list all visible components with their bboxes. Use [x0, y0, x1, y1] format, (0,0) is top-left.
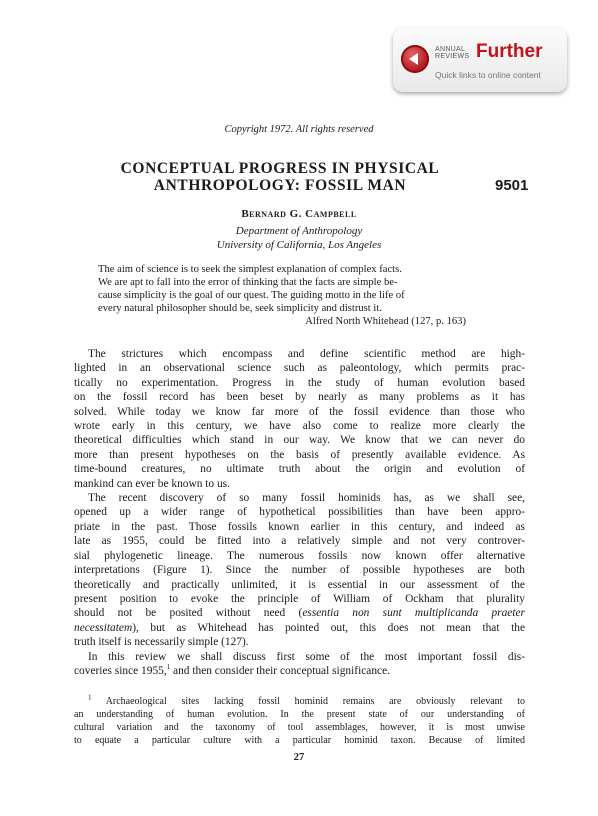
paragraph-2 [74, 491, 525, 649]
text-line: priate in the past. Those fossils known earlier in this century, and indeed as [74, 520, 525, 533]
footnote [74, 695, 525, 747]
title-line-2: ANTHROPOLOGY: FOSSIL MAN [153, 177, 407, 194]
text-line: late as 1955, could be fitted into a relatively simple and not very controver- [74, 535, 525, 548]
paragraph-1 [74, 347, 525, 491]
latin-phrase: essentia non sunt multiplicanda praeter [302, 607, 525, 620]
footnote-line: an understanding of human evolution. In the present state of our understanding of [74, 709, 525, 720]
text-line: mankind can ever be known to us. [74, 477, 230, 490]
text-run: Archaeological sites lacking fossil hominid remains are obviously relevant to [91, 696, 525, 707]
text-line: In this review we shall discuss first some of the most important fossil dis- [88, 650, 525, 663]
text-line: The recent discovery of so many fossil hominids has, as we shall see, [88, 492, 525, 505]
text-line: sial phylogenetic lineage. The numerous fossils now known offer alternative [74, 549, 525, 562]
university: University of California, Los Angeles [216, 239, 382, 251]
author-name: Bernard G. Campbell [241, 208, 357, 220]
epigraph-line: The aim of science is to seek the simplest explanation of complex facts. [98, 264, 402, 275]
latin-phrase: necessitatem [74, 621, 133, 634]
text-line: solved. While today we know far more of the fossil evidence than those who [74, 405, 525, 418]
text-line: theoretical difficulties which stand in our way. We know that we can never do [74, 434, 525, 447]
text-line: theoretically and practically unlimited, it is essential in our assessment of the [74, 578, 525, 591]
department: Department of Anthropology [235, 225, 363, 237]
text-line [74, 621, 525, 635]
footnote-line: to equate a particular culture with a particular hominid taxon. Because of limited [74, 735, 525, 746]
epigraph-attribution: Alfred North Whitehead (127, p. 163) [305, 316, 466, 327]
text-line [74, 606, 525, 620]
text-line: wrote early in this century, we have also come to realize more clearly the [74, 420, 525, 433]
text-run: should not be posited without need ( [74, 607, 303, 620]
badge-subtitle: Quick links to online content [435, 70, 541, 80]
article-title [60, 160, 500, 194]
text-run: ), but as Whitehead has pointed out, this does not mean that the [132, 621, 525, 634]
further-badge[interactable] [393, 28, 567, 92]
text-run: coveries since 1955, [74, 664, 167, 677]
article-code: 9501 [495, 177, 529, 194]
text-line [74, 664, 525, 678]
footnote-line [74, 695, 525, 708]
text-line: time-bound creatures, no ultimate truth about the origin and evolution of [74, 463, 525, 476]
badge-annual-reviews [435, 46, 475, 60]
footnote-line: cultural variation and the taxonomy of tool assemblages, however, it is most unwise [74, 722, 525, 733]
title-line-1: CONCEPTUAL PROGRESS IN PHYSICAL [120, 160, 440, 177]
epigraph [98, 263, 470, 328]
page-number: 27 [293, 752, 305, 763]
badge-annual: ANNUAL [435, 46, 466, 53]
text-line: interpretations (Figure 1). Since the number of possible hypotheses are both [74, 564, 525, 577]
text-line: opened up a wider range of hypothetical possibilities than have been appro- [74, 506, 525, 519]
play-arrow-icon [401, 45, 429, 73]
text-line: truth itself is necessarily simple (127). [74, 636, 249, 649]
epigraph-line: We are apt to fall into the error of thinking that the facts are simple be- [98, 277, 398, 288]
footnote-marker: 1 [88, 693, 92, 702]
epigraph-line: every natural philosopher should be, seek simplicity and distrust it. [98, 303, 382, 314]
badge-title: Further [476, 41, 543, 62]
footnote-ref[interactable]: 1 [166, 663, 171, 672]
text-line: tically no experimentation. Progress in the study of human evolution based [74, 376, 525, 389]
text-line: present position to evoke the principle of William of Ockham that plurality [74, 592, 525, 605]
copyright-notice: Copyright 1972. All rights reserved [224, 124, 374, 135]
text-line: on the fossil record has been beset by nearly as many problems as it has [74, 391, 525, 404]
text-line: The strictures which encompass and define scientific method are high- [88, 348, 525, 360]
body-text [74, 347, 525, 678]
text-line: lighted in an observational science such as paleontology, which permits prac- [74, 362, 525, 375]
badge-reviews: REVIEWS [435, 53, 470, 60]
text-line: more than present hypotheses on the basis of presently available evidence. As [74, 448, 525, 461]
affiliation [0, 224, 598, 252]
text-run: and then consider their conceptual significance. [170, 664, 391, 677]
epigraph-line: cause simplicity is the goal of our quest. The guiding motto in the life of [98, 290, 405, 301]
paragraph-3 [74, 650, 525, 679]
